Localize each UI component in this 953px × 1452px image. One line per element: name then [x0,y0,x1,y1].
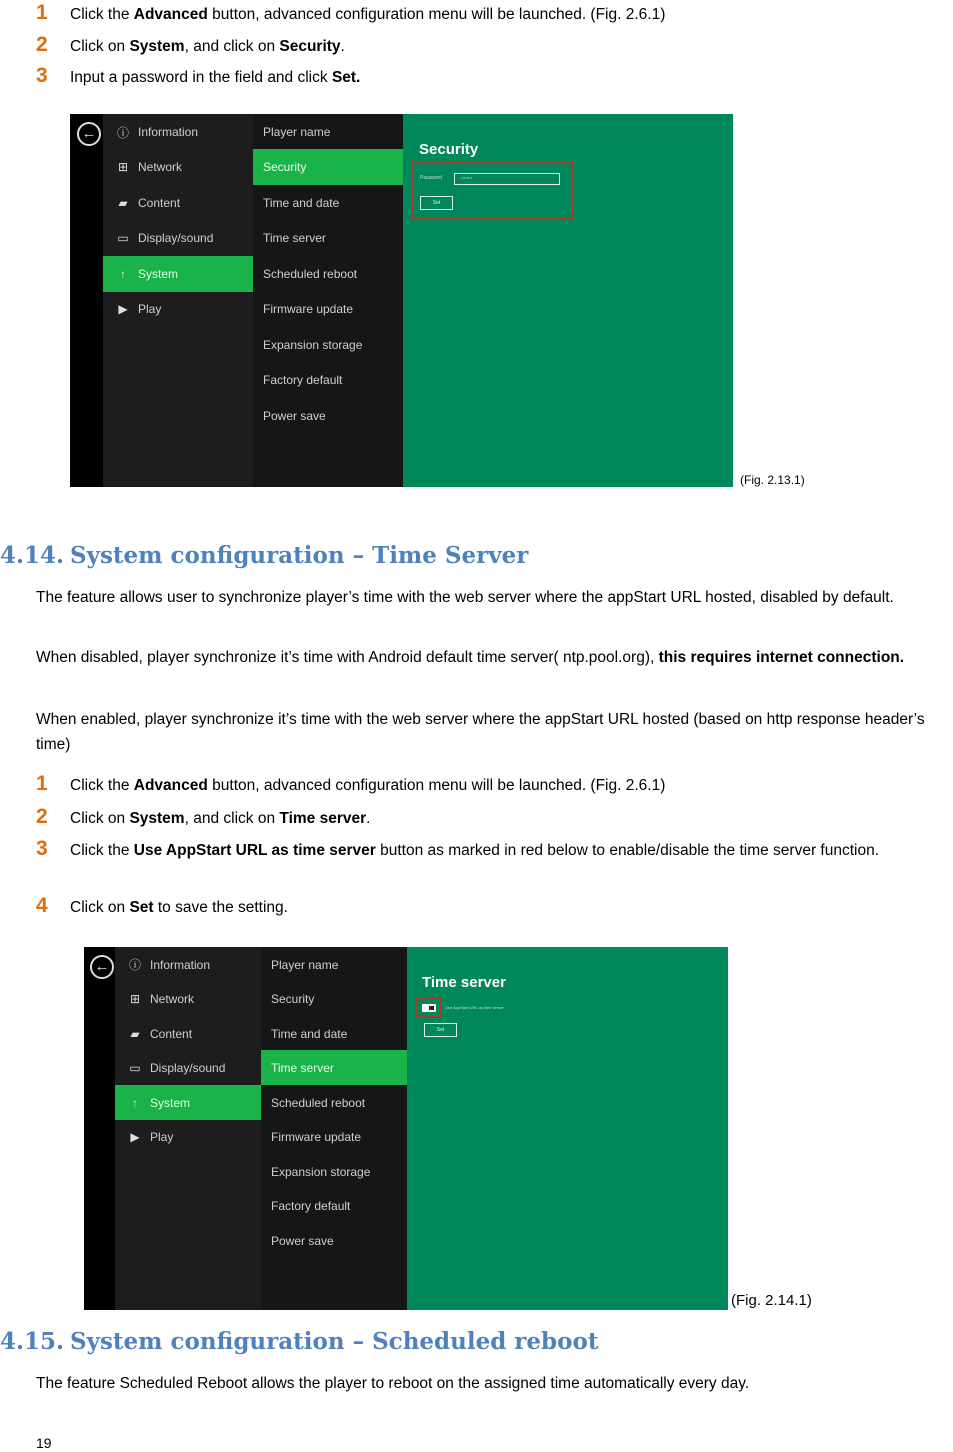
menu-item-information: ⓘ Information [103,114,253,150]
toggle-label: Use AppStart URL as time server [445,1005,504,1010]
time-server-screenshot [84,947,728,1310]
step-2 [36,806,370,830]
back-arrow-icon: ← [77,122,101,146]
play-icon: ▶ [130,1129,140,1144]
submenu-item-firmware-update: Firmware update [271,1129,362,1144]
step-text: Click on System, and click on Time server. [70,810,371,827]
submenu-item-expansion-storage: Expansion storage [263,338,363,352]
step-1 [36,2,665,26]
submenu-item-time-server: Time server [261,1050,407,1085]
paragraph: The feature Scheduled Reboot allows the player to reboot on the assigned time automatically every day. [36,1375,750,1392]
step-number: 1 [36,772,48,795]
back-column [70,114,103,487]
submenu-item-time-and-date: Time and date [263,196,340,210]
menu-item-system: ↑ System [103,256,253,292]
step-text: Input a password in the field and click Set. [70,69,361,86]
step-text: Click the Advanced button, advanced configuration menu will be launched. (Fig. 2.6.1) [70,777,666,794]
security-panel [403,114,733,487]
menu-item-information: ⓘ Information [115,947,261,982]
password-label: Password [420,175,442,181]
submenu-item-security: Security [271,991,315,1006]
highlight-frame [412,162,574,220]
figure-caption: (Fig. 2.14.1) [731,1292,812,1309]
submenu-item-player-name: Player name [263,125,331,139]
system-submenu [261,947,407,1310]
main-menu [115,947,261,1310]
submenu-item-factory-default: Factory default [271,1198,351,1213]
play-icon: ▶ [118,302,128,316]
step-number: 2 [36,805,48,828]
content-icon: ▰ [130,1026,140,1041]
menu-item-content: ▰ Content [103,185,253,221]
menu-item-display-sound: ▭ Display/sound [115,1050,261,1085]
panel-title: Time server [422,974,506,991]
figure-caption: (Fig. 2.13.1) [740,473,805,487]
step-text: Click on System, and click on Security. [70,38,345,55]
submenu-item-factory-default: Factory default [263,373,343,387]
submenu-item-time-and-date: Time and date [271,1026,348,1041]
submenu-item-security: Security [253,149,403,185]
submenu-item-player-name: Player name [271,957,339,972]
step-number: 4 [36,894,48,917]
paragraph: The feature allows user to synchronize player’s time with the web server where the appStart URL hosted, disabled by default. [36,589,894,606]
information-icon: ⓘ [116,125,129,140]
submenu-item-power-save: Power save [271,1233,334,1248]
step-number: 1 [36,1,48,24]
content-icon: ▰ [118,196,128,210]
password-field: •••••••• [454,173,560,185]
step-4 [36,895,288,919]
page-number: 19 [36,1435,52,1451]
step-number: 3 [36,64,48,87]
security-screenshot [70,114,733,487]
submenu-item-time-server: Time server [263,231,326,245]
back-arrow-icon: ← [90,955,114,979]
menu-item-play: ▶ Play [115,1119,261,1154]
display-icon: ▭ [129,1060,141,1075]
time-server-panel [407,947,728,1310]
submenu-item-power-save: Power save [263,409,326,423]
system-submenu [253,114,403,487]
step-number: 2 [36,33,48,56]
set-button: Set [424,1023,457,1037]
submenu-item-firmware-update: Firmware update [263,302,354,316]
menu-item-system: ↑ System [115,1085,261,1120]
submenu-item-scheduled-reboot: Scheduled reboot [263,267,358,281]
step-text: Click the Advanced button, advanced configuration menu will be launched. (Fig. 2.6.1) [70,6,666,23]
step-1 [36,773,665,797]
back-column [84,947,117,1310]
submenu-item-scheduled-reboot: Scheduled reboot [271,1095,366,1110]
step-3 [36,65,360,89]
menu-item-content: ▰ Content [115,1016,261,1051]
set-button: Set [420,196,453,210]
menu-item-network: ⊞ Network [115,981,261,1016]
network-icon: ⊞ [129,991,141,1006]
panel-title: Security [419,141,479,158]
section-heading: 4.14. System configuration – Time Server [0,542,529,569]
section-heading: 4.15. System configuration – Scheduled reboot [0,1328,599,1355]
main-menu [103,114,253,487]
menu-item-display-sound: ▭ Display/sound [103,220,253,256]
paragraph: When enabled, player synchronize it’s time with the web server where the appStart URL hosted (based on http response header’s time) [36,711,925,753]
step-3 [36,838,950,862]
network-icon: ⊞ [117,160,129,174]
step-2 [36,34,345,58]
menu-item-play: ▶ Play [103,291,253,327]
information-icon: ⓘ [128,958,141,972]
paragraph: When disabled, player synchronize it’s time with Android default time server( ntp.pool.org), this requires internet connection. [36,649,905,666]
menu-item-network: ⊞ Network [103,149,253,185]
display-icon: ▭ [117,231,129,245]
use-appstart-url-toggle [422,1004,436,1012]
submenu-item-expansion-storage: Expansion storage [271,1164,371,1179]
step-text: Click on Set to save the setting. [70,899,288,916]
system-icon: ↑ [120,267,126,281]
step-text: Click the Use AppStart URL as time server button as marked in red below to enable/disable the time server function. [70,842,880,859]
system-icon: ↑ [132,1095,138,1110]
step-number: 3 [36,837,48,860]
